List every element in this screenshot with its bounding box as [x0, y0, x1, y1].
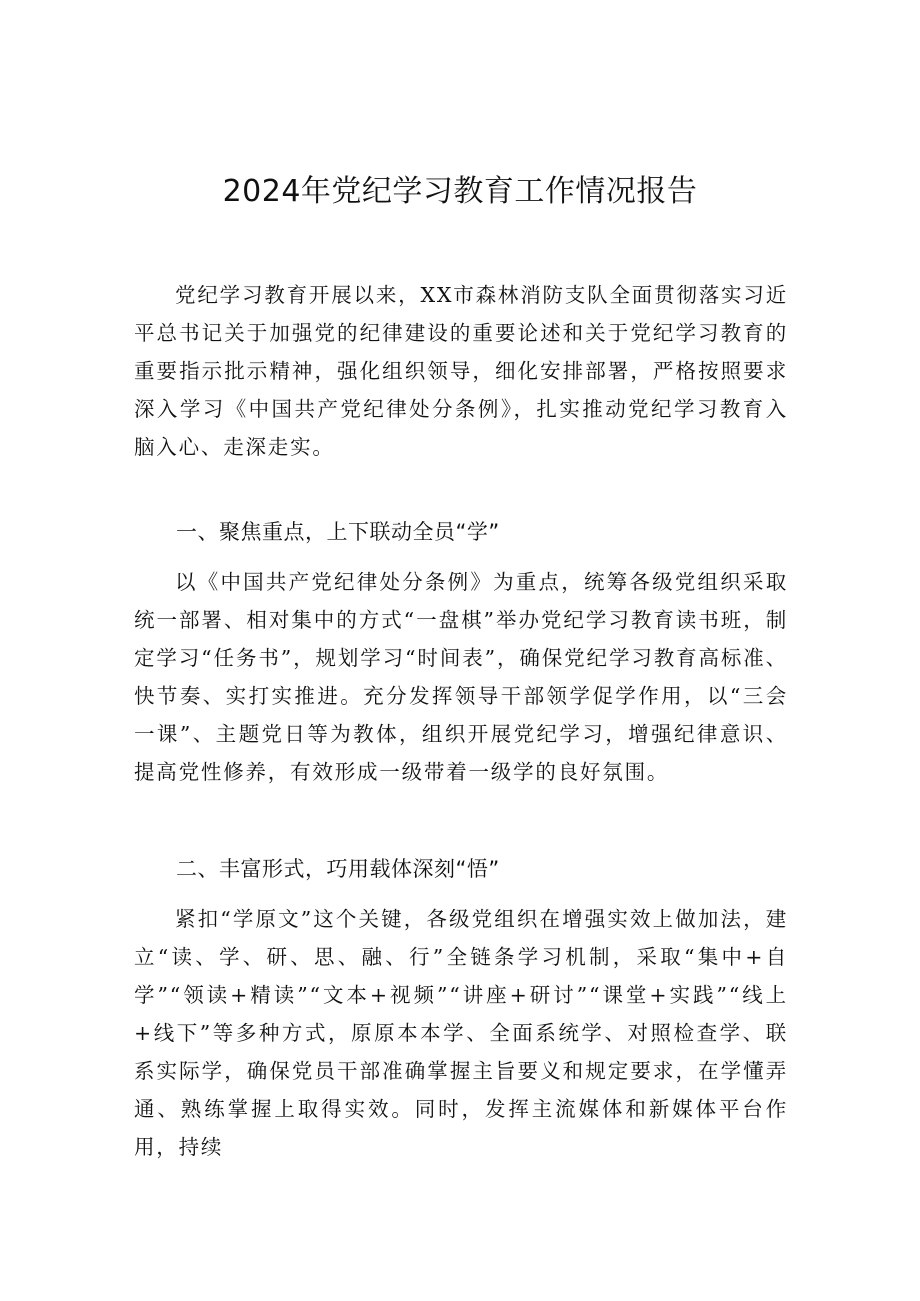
section-heading-2: 二、丰富形式，巧用载体深刻“悟” — [176, 857, 500, 881]
section-heading-1: 一、聚焦重点，上下联动全员“学” — [176, 520, 500, 544]
intro-paragraph: 党纪学习教育开展以来，XX市森林消防支队全面贯彻落实习近平总书记关于加强党的纪律建设的重要论述和关于党纪学习教育的重要指示批示精神，强化组织领导，细化安排部署，严格按照要求深入学习《中国共产党纪律处分条例》，扎实推动党纪学习教育入脑入心、走深走实。 — [134, 283, 788, 459]
section-paragraph-2: 紧扣“学原文”这个关键，各级党组织在增强实效上做加法，建立“读、学、研、思、融、行”全链条学习机制，采取“集中+自学”“领读+精读”“文本+视频”“讲座+研讨”“课堂+实践”“线上+线下”等多种方式，原原本本学、全面系统学、对照检查学、联系实际学，确保党员干部准确掌握主旨要义和规定要求，在学懂弄通、熟练掌握上取得实效。同时，发挥主流媒体和新媒体平台作用，持续 — [134, 907, 788, 1159]
section-paragraph-1: 以《中国共产党纪律处分条例》为重点，统筹各级党组织采取统一部署、相对集中的方式“一盘棋”举办党纪学习教育读书班，制定学习“任务书”，规划学习“时间表”，确保党纪学习教育高标准、快节奏、实打实推进。充分发挥领导干部领学促学作用，以“三会一课”、主题党日等为教体，组织开展党纪学习，增强纪律意识、提高党性修养，有效形成一级带着一级学的良好氛围。 — [134, 570, 788, 784]
document-title: 2024年党纪学习教育工作情况报告 — [222, 174, 698, 209]
